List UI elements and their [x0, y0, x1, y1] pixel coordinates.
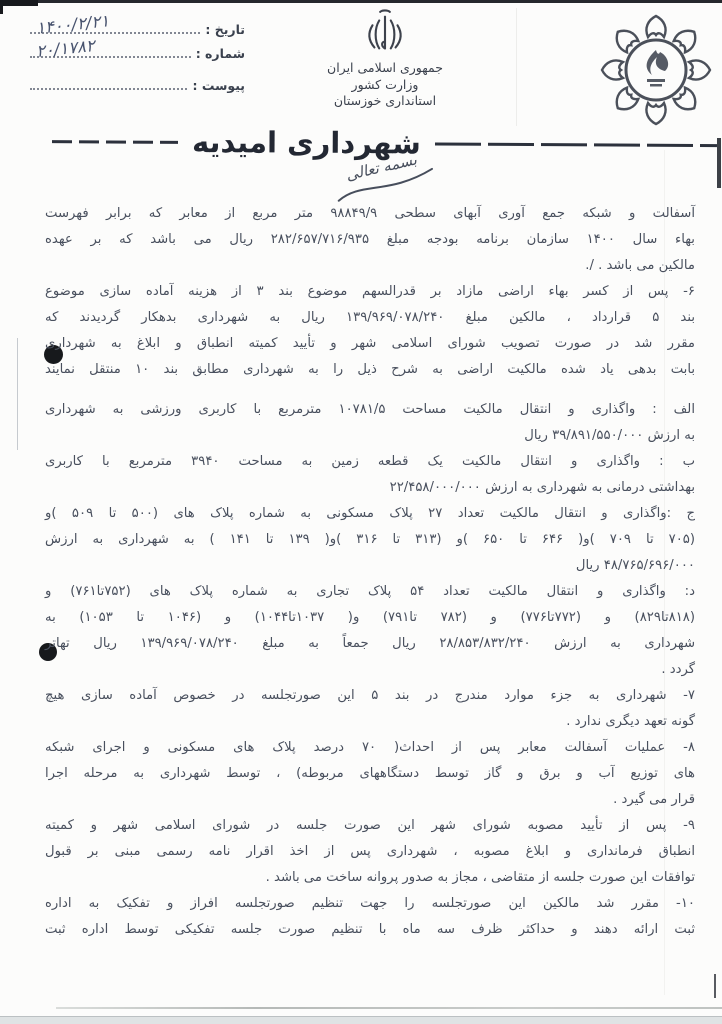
document-body: [45, 201, 695, 943]
document-line: ۶- پس از کسر بهاء اراضی مازاد بر قدرالسهم موضوع بند ۳ از هزینه آماده سازی موضوع: [45, 284, 696, 299]
letter-meta-block: [30, 11, 245, 102]
date-row: [30, 11, 245, 38]
document-line: ۷- شهرداری به جزء موارد مندرج در بند ۵ این صورتجلسه در خصوص آماده سازی هیچ: [45, 688, 695, 703]
attachment-row: [30, 78, 245, 93]
scan-top-edge-dark: [0, 0, 38, 6]
iran-emblem-icon: [363, 8, 407, 58]
document-line: آسفالت و شبکه جمع آوری آبهای سطحی ۹۸۸۴۹/۹ متر مربع از معابر که برابر فهرست: [45, 206, 695, 221]
document-line: الف : واگذاری و انتقال مالکیت مساحت ۱۰۷۸۱/۵ مترمربع با کاربری ورزشی به شهرداری: [45, 402, 695, 417]
document-line: های توزیع آب و برق و گاز توسط دستگاههای مربوطه) ، توسط شهرداری به مرحله اجرا: [45, 766, 695, 781]
besmele-text: بسمه تعالی: [344, 150, 419, 185]
document-line: مالکین می باشد . /.: [585, 258, 695, 273]
municipality-flame-logo-icon: [594, 4, 718, 136]
document-line: (۸۱۸تا۸۲۹) و (۷۷۲تا۷۷۶) و (۷۸۲ تا۷۹۱) و( ۱۰۳۷تا۱۰۴۴) و (۱۰۴۶ تا ۱۰۵۳) به: [45, 610, 696, 625]
scan-streak-left: [17, 338, 18, 450]
title-rule-left: [52, 140, 178, 144]
document-line: ۹- پس از تأیید مصوبه شورای شهر این صورت جلسه در شورای اسلامی شهر و کمیته: [45, 818, 695, 833]
page-title: شهرداری امیدیه: [191, 124, 421, 161]
org-header: [295, 8, 475, 110]
document-line: بهاء سال ۱۴۰۰ سازمان برنامه بودجه مبلغ ۲۸۲/۶۵۷/۷۱۶/۹۳۵ ریال می باشد که بر عهده: [45, 232, 695, 247]
document-line: ب : واگذاری و انتقال مالکیت یک قطعه زمین به مساحت ۳۹۴۰ مترمربع با کاربری: [45, 454, 696, 469]
scan-bottom-strip: [0, 1016, 722, 1024]
document-line: گردد .: [661, 662, 695, 677]
document-line: (۷۰۵ تا ۷۰۹ )و( ۶۴۶ تا ۶۵۰ )و (۳۱۳ تا ۳۱۶ )و( ۱۳۹ تا ۱۴۱ ) به شهرداری به ارزش: [45, 532, 696, 547]
document-line: بند ۵ قرارداد ، مالکین مبلغ ۱۳۹/۹۶۹/۰۷۸/۲۴۰ ریال به شهرداری بدهکار گردیدند که: [45, 310, 695, 325]
title-row: [0, 118, 722, 168]
document-line: توافقات این صورت جلسه از متقاضی ، مجاز به صدور پروانه ساخت می باشد .: [265, 870, 695, 885]
scan-right-edge-mark-bottom: [714, 974, 716, 998]
scan-top-edge: [0, 0, 722, 3]
document-line: گونه تعهد دیگری ندارد .: [566, 714, 695, 729]
document-line: ۸- عملیات آسفالت معابر پس از احداث( ۷۰ درصد پلاک های مسکونی و اجرای شبکه: [45, 740, 695, 755]
org-line-governorate: استانداری خوزستان: [333, 93, 437, 108]
document-line: بابت بدهی یاد شده مالکیت اراضی به شرح ذیل را به شهرداری مطابق بند ۱۰ منتقل نمایند: [45, 362, 696, 377]
document-line: به ارزش ۳۹/۸۹۱/۵۵۰/۰۰۰ ریال: [524, 428, 695, 443]
document-line: ثبت ارائه دهند و حداکثر ظرف سه ماه با تنظیم صورت جلسه تفکیکی توسط اداره ثبت: [45, 922, 695, 937]
attachment-label: پیوست :: [192, 78, 245, 93]
org-line-ministry: وزارت کشور: [351, 76, 419, 92]
document-line: بهداشتی درمانی به شهرداری به ارزش ۲۲/۴۵۸/۰۰۰/۰۰۰: [389, 480, 695, 495]
attachment-dotted-line: [30, 86, 187, 90]
document-line: ۱۰- مقرر شد مالکین این صورتجلسه را جهت تنظیم صورتجلسه افراز و تفکیک به اداره: [45, 896, 695, 911]
document-line: انطباق فرمانداری و ابلاغ مصوبه ، شهرداری پس از اخذ اقرار نامه رسمی مبنی بر قبول: [45, 844, 695, 859]
scan-streak-header: [516, 8, 517, 126]
org-line-republic: جمهوری اسلامی ایران: [327, 60, 443, 75]
date-handwritten-value: ۱۴۰۰/۲/۲۱: [35, 11, 110, 38]
document-line: شهرداری به ارزش ۲۸/۸۵۳/۸۳۲/۲۴۰ ریال جمعاً به مبلغ ۱۳۹/۹۶۹/۰۷۸/۲۴۰ ریال تهاتر: [45, 636, 695, 651]
number-handwritten-value: ۲۰/۱۷۸۲: [35, 35, 96, 62]
document-line: د: واگذاری و انتقال مالکیت تعداد ۵۴ پلاک تجاری به شماره پلاک های (۷۵۲تا۷۶۱) و: [45, 584, 695, 599]
document-line: ۴۸/۷۶۵/۶۹۶/۰۰۰ ریال: [575, 558, 695, 573]
document-line: مقرر شد در صورت تصویب شورای اسلامی شهر و تأیید کمیته انطباق و ابلاغ به شهرداری: [45, 336, 695, 351]
number-label: شماره :: [195, 46, 245, 61]
document-line: ج :واگذاری و انتقال مالکیت تعداد ۲۷ پلاک مسکونی به شماره پلاک های (۵۰۰ تا ۵۰۹ )و: [45, 506, 696, 521]
scan-bottom-line: [56, 1007, 722, 1009]
date-label: تاریخ :: [205, 22, 245, 37]
document-line: قرار می گیرد .: [613, 792, 695, 807]
number-row: [30, 35, 245, 62]
title-rule-right: [435, 142, 717, 147]
scan-corner-tick: [0, 0, 3, 14]
